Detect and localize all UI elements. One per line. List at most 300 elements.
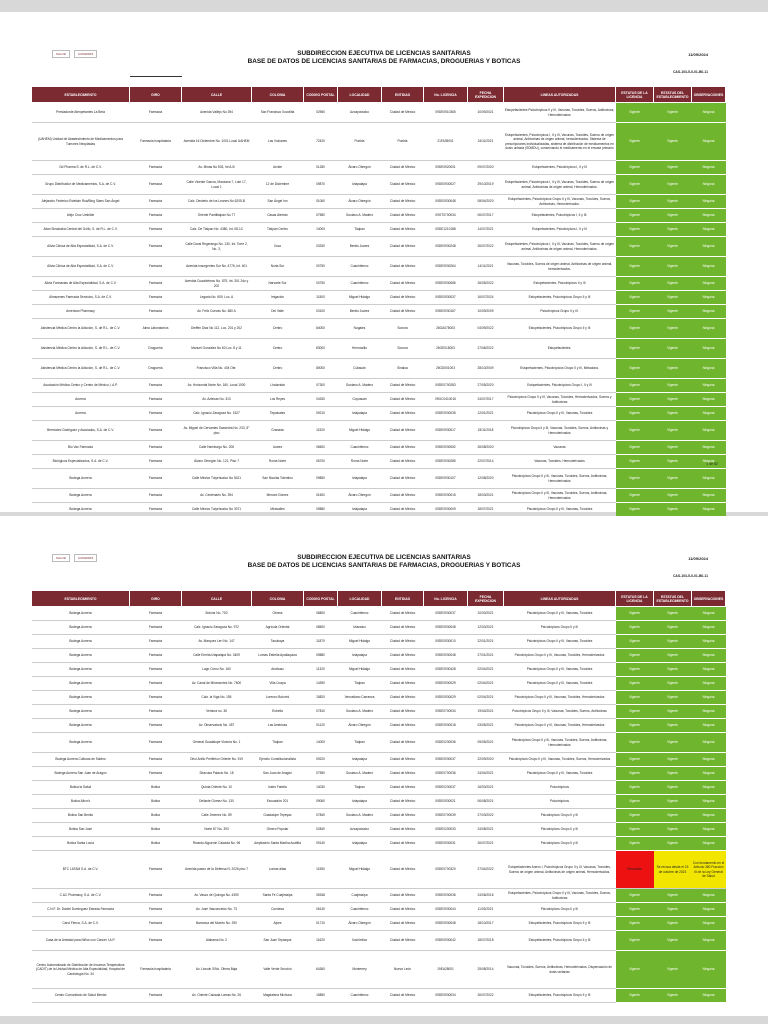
table-cell: 09880 [304, 503, 338, 517]
table-cell: Estupefacientes, Psicotrópicos I, II y III, Vacunas, Toxoides, Sueros de origen animal, Antitoxinas de origen animal, hemoderivados. Sistema de prescripciones individualizadas, sistema de distribución de medicamentos en dosis unitaria (SDMDU), conservando el medicamento en el envase primario [504, 123, 616, 161]
table-cell: 24/04/2021 [468, 767, 504, 781]
table-cell: Estupefacientes, Psicotrópicos Grupo II y III, Vacunas, Toxoides, Sueros, Antitoxinas [504, 889, 616, 903]
table-cell: Vigente [616, 823, 654, 837]
table-cell: Ciudad de México [382, 767, 424, 781]
table-cell: 21FA35001 [424, 123, 468, 161]
table-cell: 26GE018003 [424, 339, 468, 359]
table-cell: Vigente [654, 903, 692, 917]
table-cell: Farmacia hospitalaria [130, 123, 182, 161]
table-cell: Guadalupe Tepeyac [252, 809, 304, 823]
table-cell: Ninguna [692, 421, 726, 441]
table-cell: Ninguna [692, 795, 726, 809]
table-cell: Vacunas, Toxoides, Sueros, Antitoxinas, Hemoderivados, Dispensación de dosis unitarias [504, 951, 616, 989]
table-cell: Siracusa Palacio No. 18 [182, 767, 252, 781]
table-cell: 08500 [304, 621, 338, 635]
table-cell: Bodega Aurrera Culturas de Sabino [32, 753, 130, 767]
table-cell: 09/07/2020 [468, 161, 504, 175]
table-cell: Grupo Distribuidor de Medicamentos, S.A. de C.V. [32, 175, 130, 195]
table-cell: Vigente [616, 889, 654, 903]
table-cell: 09DE0930107 [424, 469, 468, 489]
table-cell: Ninguna [692, 989, 726, 1003]
table-cell: American Pharmacy [32, 305, 130, 319]
table-cell: Miguel Hidalgo [338, 291, 382, 305]
table-cell: Con fundamento en el Artículo 380 Fracción III de la Ley General de Salud [692, 851, 726, 889]
table-cell: Vigente [616, 305, 654, 319]
table-cell: Estupefacientes, Psicotrópicos I, II y III [504, 223, 616, 237]
table-cell: Coyoacán [338, 393, 382, 407]
table-cell: Ninguna [692, 607, 726, 621]
column-header: COLONIA [252, 591, 304, 607]
table-cell: Botica la Salud [32, 781, 130, 795]
table-cell: Psicotrópicos Grupo II y III, Vacunas, Toxoides, Sueros, Antitoxinas, Hemoderivados [504, 733, 616, 753]
table-cell: Vigente [616, 691, 654, 705]
table-cell: Vigente [616, 837, 654, 851]
table-cell: 16/03/2021 [468, 781, 504, 795]
table-cell: 10/09/2021 [468, 103, 504, 123]
table-cell: Sonora [382, 319, 424, 339]
table-cell: 24/11/2021 [468, 123, 504, 161]
table-cell: 07300 [304, 379, 338, 393]
table-cell: 07840 [304, 809, 338, 823]
page-number: 1 de 82 [706, 462, 718, 466]
title-line-2: BASE DE DATOS DE LICENCIAS SANITARIAS DE FARMACIAS, DROGUERIAS Y BOTICAS [247, 58, 521, 65]
table-body [32, 607, 726, 1003]
table-cell: Estupefacientes, Psicotrópicos Grupo II y III [504, 291, 616, 305]
table-cell: Ninguna [692, 277, 726, 291]
table-cell: Vigente [654, 123, 692, 161]
table-cell: Ventura no. 36 [182, 705, 252, 719]
table-cell: 07580 [304, 209, 338, 223]
table-cell: Farmacia [130, 889, 182, 903]
table-row [32, 503, 726, 517]
table-cell: Vigente [616, 903, 654, 917]
table-cell: Cuauhtémoc [338, 989, 382, 1003]
table-cell: 09DE0930018 [424, 719, 468, 733]
table-cell: 64360 [304, 951, 338, 989]
table-cell: 09DE0700039 [424, 809, 468, 823]
table-cell: Bodega Aurrera [32, 469, 130, 489]
column-header: CODIGO POSTAL [304, 591, 338, 607]
table-cell: Ciudad de México [382, 677, 424, 691]
table-cell: Quinta Oriente No. 10 [182, 781, 252, 795]
document-code: CAS-103-5-0-01-B0-11 [672, 70, 708, 74]
table-cell: Vigente [654, 889, 692, 903]
table-cell: Ninguna [692, 237, 726, 257]
table-cell: Agrícola Oriental [252, 621, 304, 635]
table-cell: 09DE0930086 [424, 277, 468, 291]
table-cell: Vigente [654, 257, 692, 277]
table-cell: Gustavo A. Madero [338, 209, 382, 223]
table-cell: 09DE0910365 [424, 103, 468, 123]
table-cell: 11/03/2021 [468, 903, 504, 917]
cofepris-logo: COFEPRIS [74, 50, 97, 58]
table-cell: 09DE0930031 [424, 837, 468, 851]
table-cell: Psicotrópicos Grupo II y III [504, 621, 616, 635]
table-cell: Psicotrópicos Grupo II y III, Vacunas, Toxoides [504, 767, 616, 781]
table-row [32, 767, 726, 781]
table-cell: Ampliación Santa Martha Acatitla [252, 837, 304, 851]
column-header: No. LICENCIA [424, 87, 468, 103]
table-cell: Ninguna [692, 291, 726, 305]
table-cell: Bodega Aurrera [32, 649, 130, 663]
table-cell: Farmacia [130, 663, 182, 677]
table-cell: 09DE0930428 [424, 663, 468, 677]
table-cell: C.&C Pharmacy, S.A. de C.V. [32, 889, 130, 903]
table-cell: Av. Observatorio No. 457 [182, 719, 252, 733]
table-cell: Vigente [654, 753, 692, 767]
table-cell: Ciudad de México [382, 733, 424, 753]
header-divider [130, 76, 182, 77]
table-cell: Vigente [654, 767, 692, 781]
table-cell: Vigente [616, 469, 654, 489]
table-cell: Ninguna [692, 393, 726, 407]
table-cell: Calle México Tulyehualco No 3071 [182, 503, 252, 517]
table-cell: Centro [252, 319, 304, 339]
table-cell: Bodega Aurrera [32, 677, 130, 691]
table-cell: Bodega Aurrera [32, 621, 130, 635]
table-cell: 09DE0930042 [424, 931, 468, 951]
table-cell: Cuauhtémoc [338, 277, 382, 291]
table-cell: Vigente [654, 705, 692, 719]
table-cell: Ninguna [692, 691, 726, 705]
table-cell: Ninguna [692, 823, 726, 837]
table-cell: Vigente [654, 649, 692, 663]
table-cell: 22/07/2014 [468, 455, 504, 469]
table-cell: 09DE0930021 [424, 795, 468, 809]
table-row [32, 753, 726, 767]
table-cell: 11870 [304, 635, 338, 649]
table-cell: Botica Santa Lucía [32, 837, 130, 851]
table-cell: 09DE0930017 [424, 421, 468, 441]
table-cell: Vigente [616, 277, 654, 291]
table-cell: Prestadorde Atenpetantes La Beta [32, 103, 130, 123]
table-cell: Botica Albor's [32, 795, 130, 809]
table-cell: 09DE0930248 [424, 237, 468, 257]
table-cell: Se revoca desde el 15 de octubre de 2023 [654, 851, 692, 889]
table-row [32, 455, 726, 469]
table-cell: 26/07/2022 [468, 237, 504, 257]
table-cell: Vigente [616, 621, 654, 635]
table-cell: Álvaro Obregón No. 121, Piso 7 [182, 455, 252, 469]
table-cell: Álvaro Obregón [338, 719, 382, 733]
table-cell: 09DE0930167 [424, 305, 468, 319]
table-cell: 09DE0930044 [424, 903, 468, 917]
table-cell: Ciudad de México [382, 257, 424, 277]
table-cell: Vigente [654, 359, 692, 379]
table-cell: Farmacia [130, 277, 182, 291]
table-cell: Vigente [654, 305, 692, 319]
table-cell: 14000 [304, 223, 338, 237]
table-cell: Vigente [654, 339, 692, 359]
table-cell: 02/04/2021 [468, 691, 504, 705]
table-cell: Vigente [654, 663, 692, 677]
table-cell: Vigente [616, 339, 654, 359]
table-cell: 11620 [304, 931, 338, 951]
table-cell: Avenida Cuauhtémoc No. 875, Int. 301 2do y 202 [182, 277, 252, 291]
table-cell: 11520 [304, 421, 338, 441]
table-row [32, 837, 726, 851]
table-cell: Ninguna [692, 719, 726, 733]
table-cell: Ninguna [692, 209, 726, 223]
table-cell: Vigente [616, 809, 654, 823]
table-cell: Vigente [654, 621, 692, 635]
table-cell: Vacunas, Toxoides, Sueros de origen animal, Antitoxinas de origen animal, hemoderivados. [504, 257, 616, 277]
table-cell: Vigente [616, 917, 654, 931]
table-cell: 09DE0700036 [424, 767, 468, 781]
table-cell: 27/05/2020 [468, 379, 504, 393]
table-cell: Ninguna [692, 103, 726, 123]
table-cell: 09DE0700283 [424, 379, 468, 393]
table-row [32, 195, 726, 209]
table-cell: Ninguna [692, 407, 726, 421]
table-cell: Vigente [616, 607, 654, 621]
table-cell: Psicotrópicos Grupo II y III, Vacunas, Toxoides [504, 677, 616, 691]
table-cell: Azcapotzalco [338, 823, 382, 837]
table-cell: 24/08/2021 [468, 823, 504, 837]
table-cell: 09DE0930285 [424, 455, 468, 469]
table-cell: Ciudad de México [382, 161, 424, 175]
table-cell: Ninguna [692, 635, 726, 649]
table-cell: Estrella [252, 705, 304, 719]
table-cell: Farmacia [130, 379, 182, 393]
table-cell: Vigente [616, 421, 654, 441]
table-cell: Ciudad de México [382, 237, 424, 257]
table-cell: Ninguna [692, 767, 726, 781]
table-row [32, 809, 726, 823]
table-cell: Tlalpan [338, 223, 382, 237]
table-cell: Vigente [654, 209, 692, 223]
table-cell: Calle Jimenez No. 89 [182, 809, 252, 823]
table-cell: Estupefacientes, Psicotrópicos Grupo II y III [504, 989, 616, 1003]
table-cell: Vigente [616, 291, 654, 305]
table-cell: 08/04/2020 [468, 195, 504, 209]
table-cell: 12/03/2021 [468, 621, 504, 635]
table-cell: Miguel Hidalgo [338, 421, 382, 441]
table-cell: Estupefacientes, Psicotrópicos II y III [504, 277, 616, 291]
table-cell: Francisco Villa No. 404 Ote. [182, 359, 252, 379]
table-cell: Bodega Aurrera [32, 503, 130, 517]
table-cell: 29/10/2019 [468, 175, 504, 195]
table-cell: Centro [252, 339, 304, 359]
table-cell: Norte 87 No. 393 [182, 823, 252, 837]
table-cell: Botica [130, 809, 182, 823]
table-cell: Av. Vasco de Quiroga No. 4390 [182, 889, 252, 903]
table-cell: 09DE0930010 [424, 635, 468, 649]
table-cell: Ninguna [692, 319, 726, 339]
table-cell: Vigente [654, 319, 692, 339]
table-cell: Ciudad de México [382, 469, 424, 489]
table-row [32, 291, 726, 305]
table-cell: Farmacia hospitalaria [130, 951, 182, 989]
table-cell: 10/09/2009 [468, 305, 504, 319]
table-cell: Calz. De Tlalpan No. 4380, Int. 08-1C [182, 223, 252, 237]
table-cell: Ninguna [692, 621, 726, 635]
table-cell: 26/07/2022 [468, 989, 504, 1003]
table-cell: 14/07/2021 [468, 223, 504, 237]
table-cell: 06/08/2021 [468, 795, 504, 809]
table-row [32, 489, 726, 503]
table-cell: Farmacia [130, 677, 182, 691]
table-cell: 09DE0930037 [424, 607, 468, 621]
table-cell: Estupefacientes, Psicotrópicos Grupo II y III, Metadona. [504, 359, 616, 379]
table-cell: Iztapalapa [338, 837, 382, 851]
table-cell: Ninguna [692, 175, 726, 195]
table-cell: Ciudad de México [382, 421, 424, 441]
table-cell: 01710 [304, 917, 338, 931]
table-cell: Álvaro Obregón [338, 161, 382, 175]
table-cell: San Ángel Inn [252, 195, 304, 209]
table-header-row [32, 87, 726, 103]
table-cell: Vigente [616, 989, 654, 1003]
column-header: ESTABLECIMIENTO [32, 87, 130, 103]
table-cell: Farmacia [130, 649, 182, 663]
table-row [32, 223, 726, 237]
table-cell: Estupefacientes, Psicotrópicos I, II y III. [504, 209, 616, 223]
table-cell: Bodega Aurrera [32, 635, 130, 649]
table-cell: Ciudad de México [382, 753, 424, 767]
table-cell: Vigente [616, 209, 654, 223]
table-cell: Iztapalapa [338, 649, 382, 663]
table-cell: 09DE0930264 [424, 257, 468, 277]
table-cell: 26GA078003 [424, 319, 468, 339]
column-header: ENTIDAD [382, 591, 424, 607]
table-cell: Ninguna [692, 917, 726, 931]
table-cell: 11500 [304, 291, 338, 305]
table-cell: Ninguna [692, 837, 726, 851]
table-cell: Miguel Hidalgo [338, 635, 382, 649]
table-cell: 02/04/2021 [468, 677, 504, 691]
table-row [32, 469, 726, 489]
table-cell: Lago Como No. 160 [182, 663, 252, 677]
table-cell: 06140 [304, 903, 338, 917]
table-cell: Ciudad de México [382, 917, 424, 931]
table-cell: Psicotrópicos [504, 781, 616, 795]
table-cell: Roma Norte [252, 455, 304, 469]
table-cell: 09DE0930027 [424, 175, 468, 195]
table-cell: Monterrey [338, 951, 382, 989]
table-cell: Droguería [130, 359, 182, 379]
table-cell: Farmacia [130, 393, 182, 407]
table-cell: Psicotrópicos Grupo II y III, Vacunas, Toxoides [504, 503, 616, 517]
table-cell: Ninguna [692, 753, 726, 767]
table-cell: Estupefacientes. [504, 339, 616, 359]
table-cell: Bodega Aurrera [32, 719, 130, 733]
table-cell: Centro [252, 359, 304, 379]
table-cell: 09DE0930015 [424, 489, 468, 503]
table-cell: 80000 [304, 359, 338, 379]
table-row [32, 379, 726, 393]
table-cell: Calle Hamburgo No. 206 [182, 441, 252, 455]
document-code: CAS-103-5-0-01-B0-11 [672, 574, 708, 578]
table-cell: Vigente [616, 195, 654, 209]
table-cell: C.N.F. Dr. Daniel Dominguez Estrada Farmacia [32, 903, 130, 917]
table-cell: Ninguna [692, 781, 726, 795]
table-cell: 02840 [304, 823, 338, 837]
table-cell: Farmacia [130, 103, 182, 123]
table-cell: Lomas altas [252, 851, 304, 889]
table-cell: Ciudad de México [382, 635, 424, 649]
table-cell: Ciudad de México [382, 489, 424, 503]
table-cell: Vigente [616, 455, 654, 469]
table-cell: Ejercito Constitucionalista [252, 753, 304, 767]
table-row [32, 161, 726, 175]
table-cell: Av. José Vasconcelos No. 73 [182, 903, 252, 917]
table-cell: Farmacia [130, 607, 182, 621]
table-cell: Iztapalapa [338, 469, 382, 489]
table-cell: Lomas Estrella Apatlaquiza [252, 649, 304, 663]
table-cell: Venustiano Carranza [338, 691, 382, 705]
document-date: 11/09/2024 [688, 52, 708, 57]
table-cell: Sonora [382, 339, 424, 359]
table-cell: Psicotrópicos [504, 795, 616, 809]
title-line-2: BASE DE DATOS DE LICENCIAS SANITARIAS DE FARMACIAS, DROGUERIAS Y BOTICAS [247, 562, 521, 569]
table-cell: Ninguna [692, 339, 726, 359]
table-cell: Alejandro Federico Estebán Rua/Bing Siaes San Ángel [32, 195, 130, 209]
column-header: CALLE [182, 87, 252, 103]
table-cell: Ciudad de México [382, 889, 424, 903]
table-cell: Bodega Aurrera [32, 663, 130, 677]
table-cell: Gustavo A. Madero [338, 379, 382, 393]
table-cell: Farmacia [130, 917, 182, 931]
table-cell: Alian Sinaloaba Central del Golfo, S. de R.L. de C.V. [32, 223, 130, 237]
table-cell: Bermúdez Dodriguez y Asociados, S.A. de C.V. [32, 421, 130, 441]
table-cell: Estupefacientes, Psicotrópicos Grupo I, II y III [504, 379, 616, 393]
column-header: LINEAS AUTORIZADAS [504, 87, 616, 103]
table-cell: Valle Verde Sección [252, 951, 304, 989]
table-cell: Miguel Hidalgo [338, 851, 382, 889]
document-title [0, 50, 768, 66]
table-cell: Estupefacientes, Psicotrópicos Grupo II y III [504, 931, 616, 951]
table-row [32, 441, 726, 455]
cofepris-logo: COFEPRIS [74, 554, 97, 562]
table-cell: Av. Horizontal Norte No. 160, Local 1000 [182, 379, 252, 393]
table-row [32, 705, 726, 719]
table-cell: San Francisco Xocotitla [252, 103, 304, 123]
table-cell: Farmacia [130, 237, 182, 257]
table-cell: 01060 [304, 195, 338, 209]
table-row [32, 339, 726, 359]
table-row [32, 319, 726, 339]
table-cell: Lindavista [252, 379, 304, 393]
table-cell: Tlalpan [338, 733, 382, 753]
table-cell: 72420 [304, 123, 338, 161]
table-cell: Ninguna [692, 931, 726, 951]
table-cell: Oriol Anillo Periférico Oriente No. 919 [182, 753, 252, 767]
table-cell: Vigente [616, 733, 654, 753]
table-cell: Estupefacientes, Psicotrópicos I, II y III, Vacunas, Toxoides, Sueros de origen animal, Antitoxinas de origen animal, Hemoderivados. [504, 175, 616, 195]
table-cell: 19/04/2021 [468, 705, 504, 719]
table-cell: Farmacia [130, 767, 182, 781]
table-row [32, 393, 726, 407]
table-row [32, 677, 726, 691]
table-cell: Ninguna [692, 903, 726, 917]
table-cell: Dieffen Diaz No 112, Loc. 201 y 202 [182, 319, 252, 339]
table-cell: Psicotrópicos Grupo II y III, Vacunas, Toxoides, Hemoderivados, Sueros y Antitoxinas [504, 393, 616, 407]
table-cell: Ninguna [692, 889, 726, 903]
table-cell: 01600 [304, 489, 338, 503]
table-cell: 18/03/2021 [468, 489, 504, 503]
table-cell: Cuauhtémoc [338, 257, 382, 277]
table-cell: Av. Centenario No. 394 [182, 489, 252, 503]
table-cell: Farmacia [130, 489, 182, 503]
table-row [32, 277, 726, 291]
table-row [32, 781, 726, 795]
table-cell: Av. Marquez Lerí No. 147 [182, 635, 252, 649]
table-cell: Álvaro Obregón [338, 917, 382, 931]
table-cell: Psicotrópicos Grupo II y III, Vacunas, Toxoides [504, 607, 616, 621]
table-cell: Vigente [654, 469, 692, 489]
table-cell: Bolívar No. 700 [182, 607, 252, 621]
